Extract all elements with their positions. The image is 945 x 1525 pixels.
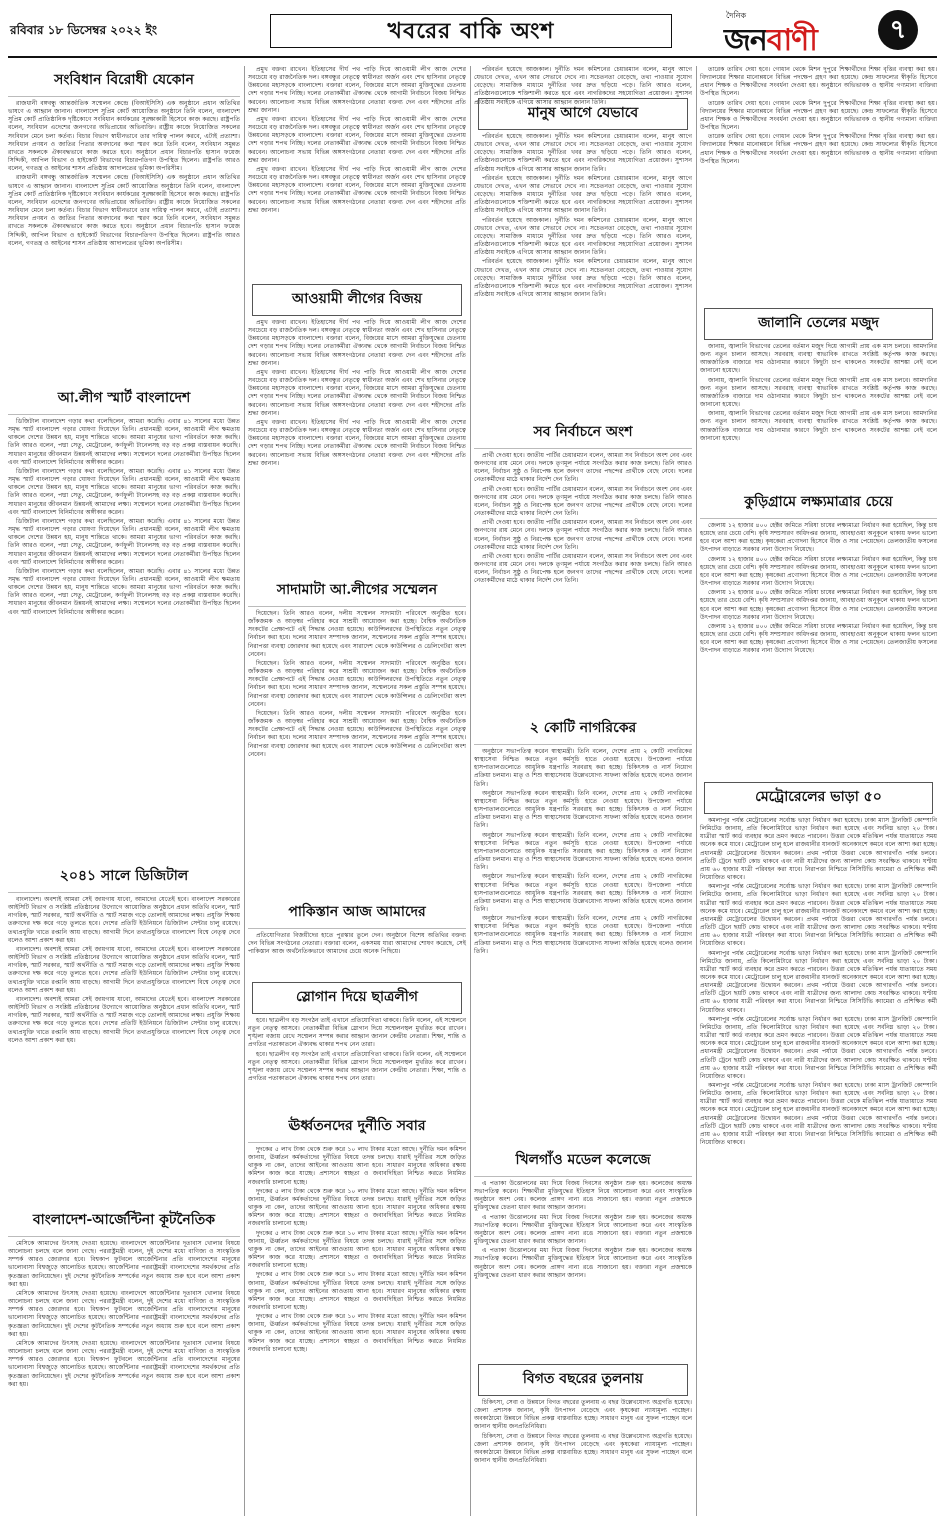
article[interactable] [700,66,937,306]
article-headline: আ.লীগ স্মার্ট বাংলাদেশ [8,384,240,415]
article-body: জেলায় ১২ হাজার ৪০০ হেক্টর জমিতে সরিষা চাষের লক্ষ্যমাত্রা নির্ধারণ করা হয়েছিল, কিন্তু চাষ হয়েছে তার চেয়ে বেশি। কৃষি সম্প্রসারণ অধিদপ্তর জানায়, আবহাওয়া অনুকূলে থাকায় ফলন ভালো হবে বলে আশা করা হচ্ছে। কৃষকেরা প্রণোদনা হিসেবে বীজ ও সার পেয়েছেন। তেলজাতীয় ফসলের উৎপাদন বাড়াতে সরকার নানা উদ্যোগ নিয়েছে। জেলায় ১২ হাজার ৪০০ হেক্টর জমিতে সরিষা চাষের লক্ষ্যমাত্রা নির্ধারণ করা হয়েছিল, কিন্তু চাষ হয়েছে তার চেয়ে বেশি। কৃষি সম্প্রসারণ অধিদপ্তর জানায়, আবহাওয়া অনুকূলে থাকায় ফলন ভালো হবে বলে আশা করা হচ্ছে। কৃষকেরা প্রণোদনা হিসেবে বীজ ও সার পেয়েছেন। তেলজাতীয় ফসলের উৎপাদন বাড়াতে সরকার নানা উদ্যোগ নিয়েছে। জেলায় ১২ হাজার ৪০০ হেক্টর জমিতে সরিষা চাষের লক্ষ্যমাত্রা নির্ধারণ করা হয়েছিল, কিন্তু চাষ হয়েছে তার চেয়ে বেশি। কৃষি সম্প্রসারণ অধিদপ্তর জানায়, আবহাওয়া অনুকূলে থাকায় ফলন ভালো হবে বলে আশা করা হচ্ছে। কৃষকেরা প্রণোদনা হিসেবে বীজ ও সার পেয়েছেন। তেলজাতীয় ফসলের উৎপাদন বাড়াতে সরকার নানা উদ্যোগ নিয়েছে। জেলায় ১২ হাজার ৪০০ হেক্টর জমিতে সরিষা চাষের লক্ষ্যমাত্রা নির্ধারণ করা হয়েছিল, কিন্তু চাষ হয়েছে তার চেয়ে বেশি। কৃষি সম্প্রসারণ অধিদপ্তর জানায়, আবহাওয়া অনুকূলে থাকায় ফলন ভালো হবে বলে আশা করা হচ্ছে। কৃষকেরা প্রণোদনা হিসেবে বীজ ও সার পেয়েছেন। তেলজাতীয় ফসলের উৎপাদন বাড়াতে সরকার নানা উদ্যোগ নিয়েছে। [700,522,937,655]
article-body: প্রতিযোগিতার বিজয়ীদের হাতে পুরস্কার তুলে দেন। অনুষ্ঠানে বিশেষ অতিথির বক্তব্য দেন বিভিন্ন সংগঠনের নেতারা। বক্তারা বলেন, একসময় যারা আমাদের শোষণ করেছে, সেই পাকিস্তান আজ অর্থনৈতিকভাবে আমাদের চেয়ে অনেক পিছিয়ে। [248,932,466,956]
article[interactable] [8,1206,240,1516]
article[interactable] [700,308,937,486]
masthead [8,8,937,58]
article-headline: সব নির্বাচনে অংশ [474,418,692,449]
article-body: কমলাপুর পর্যন্ত মেট্রোরেলের সর্বোচ্চ ভাড়া নির্ধারণ করা হয়েছে। ঢাকা ম্যাস ট্রানজিট কোম্পানি লিমিটেড জানায়, প্রতি কিলোমিটারে ভাড়া নির্ধারণ করা হয়েছে এবং সর্বনিম্ন ভাড়া ২০ টাকা। যাত্রীরা স্মার্ট কার্ড ব্যবহার করে ভ্রমণ করতে পারবেন। উত্তরা থেকে মতিঝিল পর্যন্ত যাতায়াতে সময় অনেক কমে যাবে। মেট্রোরেল চালু হলে রাজধানীর যানজট অনেকাংশে কমবে বলে আশা করা হচ্ছে। প্রধানমন্ত্রী মেট্রোরেলের উদ্বোধন করবেন। প্রথম পর্যায়ে উত্তরা থেকে আগারগাঁও পর্যন্ত চলবে। প্রতিটি ট্রেনে ছয়টি কোচ থাকবে এবং নারী যাত্রীদের জন্য আলাদা কোচ সংরক্ষিত থাকবে। ঘণ্টায় প্রায় ৬০ হাজার যাত্রী পরিবহন করা যাবে। নিরাপত্তা নিশ্চিতে সিসিটিভি ক্যামেরা ও প্রশিক্ষিত কর্মী নিয়োজিত থাকবে। কমলাপুর পর্যন্ত মেট্রোরেলের সর্বোচ্চ ভাড়া নির্ধারণ করা হয়েছে। ঢাকা ম্যাস ট্রানজিট কোম্পানি লিমিটেড জানায়, প্রতি কিলোমিটারে ভাড়া নির্ধারণ করা হয়েছে এবং সর্বনিম্ন ভাড়া ২০ টাকা। যাত্রীরা স্মার্ট কার্ড ব্যবহার করে ভ্রমণ করতে পারবেন। উত্তরা থেকে মতিঝিল পর্যন্ত যাতায়াতে সময় অনেক কমে যাবে। মেট্রোরেল চালু হলে রাজধানীর যানজট অনেকাংশে কমবে বলে আশা করা হচ্ছে। প্রধানমন্ত্রী মেট্রোরেলের উদ্বোধন করবেন। প্রথম পর্যায়ে উত্তরা থেকে আগারগাঁও পর্যন্ত চলবে। প্রতিটি ট্রেনে ছয়টি কোচ থাকবে এবং নারী যাত্রীদের জন্য আলাদা কোচ সংরক্ষিত থাকবে। ঘণ্টায় প্রায় ৬০ হাজার যাত্রী পরিবহন করা যাবে। নিরাপত্তা নিশ্চিতে সিসিটিভি ক্যামেরা ও প্রশিক্ষিত কর্মী নিয়োজিত থাকবে। কমলাপুর পর্যন্ত মেট্রোরেলের সর্বোচ্চ ভাড়া নির্ধারণ করা হয়েছে। ঢাকা ম্যাস ট্রানজিট কোম্পানি লিমিটেড জানায়, প্রতি কিলোমিটারে ভাড়া নির্ধারণ করা হয়েছে এবং সর্বনিম্ন ভাড়া ২০ টাকা। যাত্রীরা স্মার্ট কার্ড ব্যবহার করে ভ্রমণ করতে পারবেন। উত্তরা থেকে মতিঝিল পর্যন্ত যাতায়াতে সময় অনেক কমে যাবে। মেট্রোরেল চালু হলে রাজধানীর যানজট অনেকাংশে কমবে বলে আশা করা হচ্ছে। প্রধানমন্ত্রী মেট্রোরেলের উদ্বোধন করবেন। প্রথম পর্যায়ে উত্তরা থেকে আগারগাঁও পর্যন্ত চলবে। প্রতিটি ট্রেনে ছয়টি কোচ থাকবে এবং নারী যাত্রীদের জন্য আলাদা কোচ সংরক্ষিত থাকবে। ঘণ্টায় প্রায় ৬০ হাজার যাত্রী পরিবহন করা যাবে। নিরাপত্তা নিশ্চিতে সিসিটিভি ক্যামেরা ও প্রশিক্ষিত কর্মী নিয়োজিত থাকবে। কমলাপুর পর্যন্ত মেট্রোরেলের সর্বোচ্চ ভাড়া নির্ধারণ করা হয়েছে। ঢাকা ম্যাস ট্রানজিট কোম্পানি লিমিটেড জানায়, প্রতি কিলোমিটারে ভাড়া নির্ধারণ করা হয়েছে এবং সর্বনিম্ন ভাড়া ২০ টাকা। যাত্রীরা স্মার্ট কার্ড ব্যবহার করে ভ্রমণ করতে পারবেন। উত্তরা থেকে মতিঝিল পর্যন্ত যাতায়াতে সময় অনেক কমে যাবে। মেট্রোরেল চালু হলে রাজধানীর যানজট অনেকাংশে কমবে বলে আশা করা হচ্ছে। প্রধানমন্ত্রী মেট্রোরেলের উদ্বোধন করবেন। প্রথম পর্যায়ে উত্তরা থেকে আগারগাঁও পর্যন্ত চলবে। প্রতিটি ট্রেনে ছয়টি কোচ থাকবে এবং নারী যাত্রীদের জন্য আলাদা কোচ সংরক্ষিত থাকবে। ঘণ্টায় প্রায় ৬০ হাজার যাত্রী পরিবহন করা যাবে। নিরাপত্তা নিশ্চিতে সিসিটিভি ক্যামেরা ও প্রশিক্ষিত কর্মী নিয়োজিত থাকবে। কমলাপুর পর্যন্ত মেট্রোরেলের সর্বোচ্চ ভাড়া নির্ধারণ করা হয়েছে। ঢাকা ম্যাস ট্রানজিট কোম্পানি লিমিটেড জানায়, প্রতি কিলোমিটারে ভাড়া নির্ধারণ করা হয়েছে এবং সর্বনিম্ন ভাড়া ২০ টাকা। যাত্রীরা স্মার্ট কার্ড ব্যবহার করে ভ্রমণ করতে পারবেন। উত্তরা থেকে মতিঝিল পর্যন্ত যাতায়াতে সময় অনেক কমে যাবে। মেট্রোরেল চালু হলে রাজধানীর যানজট অনেকাংশে কমবে বলে আশা করা হচ্ছে। প্রধানমন্ত্রী মেট্রোরেলের উদ্বোধন করবেন। প্রথম পর্যায়ে উত্তরা থেকে আগারগাঁও পর্যন্ত চলবে। প্রতিটি ট্রেনে ছয়টি কোচ থাকবে এবং নারী যাত্রীদের জন্য আলাদা কোচ সংরক্ষিত থাকবে। ঘণ্টায় প্রায় ৬০ হাজার যাত্রী পরিবহন করা যাবে। নিরাপত্তা নিশ্চিতে সিসিটিভি ক্যামেরা ও প্রশিক্ষিত কর্মী নিয়োজিত থাকবে। [700,817,937,1147]
article-headline: কুড়িগ্রামে লক্ষ্যমাত্রার চেয়ে [700,488,937,519]
article-headline: বিগত বছরের তুলনায় [478,1364,688,1396]
article[interactable] [474,98,692,416]
column-divider [470,66,471,1516]
article-body: হবে। ছাত্রলীগ বড় সংগঠন তাই এখানে প্রতিযোগিতা থাকবে। তিনি বলেন, এই সম্মেলনে নতুন নেতৃত্ব আসবে। নেতাকর্মীরা বিভিন্ন স্লোগান দিয়ে সম্মেলনস্থল মুখরিত করে রাখেন। শৃঙ্খলা বজায় রেখে সম্মেলন সম্পন্ন করার আহ্বান জানান কেন্দ্রীয় নেতারা। শিক্ষা, শান্তি ও প্রগতির পতাকাতলে ঐক্যবদ্ধ থাকার শপথ নেন তারা। হবে। ছাত্রলীগ বড় সংগঠন তাই এখানে প্রতিযোগিতা থাকবে। তিনি বলেন, এই সম্মেলনে নতুন নেতৃত্ব আসবে। নেতাকর্মীরা বিভিন্ন স্লোগান দিয়ে সম্মেলনস্থল মুখরিত করে রাখেন। শৃঙ্খলা বজায় রেখে সম্মেলন সম্পন্ন করার আহ্বান জানান কেন্দ্রীয় নেতারা। শিক্ষা, শান্তি ও প্রগতির পতাকাতলে ঐক্যবদ্ধ থাকার শপথ নেন তারা। [248,1017,466,1083]
article-headline: ২০৪১ সালে ডিজিটাল [8,862,240,893]
logo-wordmark: জনবাণী [724,23,817,58]
article-body: বাংলাদেশ। অবশ্যই আমরা সেই জায়গায় যাবো, আমাদের যেতেই হবে। বাংলাদেশ সরকারের আইসিটি বিভাগ ও সংশ্লিষ্ট প্রতিষ্ঠানের উদ্যোগে আয়োজিত অনুষ্ঠানে প্রধান অতিথি বলেন, স্মার্ট নাগরিক, স্মার্ট সরকার, স্মার্ট অর্থনীতি ও স্মার্ট সমাজ গড়ে তোলাই আমাদের লক্ষ্য। প্রযুক্তি শিক্ষায় তরুণদের দক্ষ করে গড়ে তুলতে হবে। দেশের প্রতিটি ইউনিয়নে ডিজিটাল সেন্টার চালু রয়েছে। তথ্যপ্রযুক্তি খাতে রপ্তানি আয় বাড়ছে। আগামী দিনে তথ্যপ্রযুক্তিতে বাংলাদেশ বিশ্বে নেতৃত্ব দেবে বলেও আশা প্রকাশ করা হয়। বাংলাদেশ। অবশ্যই আমরা সেই জায়গায় যাবো, আমাদের যেতেই হবে। বাংলাদেশ সরকারের আইসিটি বিভাগ ও সংশ্লিষ্ট প্রতিষ্ঠানের উদ্যোগে আয়োজিত অনুষ্ঠানে প্রধান অতিথি বলেন, স্মার্ট নাগরিক, স্মার্ট সরকার, স্মার্ট অর্থনীতি ও স্মার্ট সমাজ গড়ে তোলাই আমাদের লক্ষ্য। প্রযুক্তি শিক্ষায় তরুণদের দক্ষ করে গড়ে তুলতে হবে। দেশের প্রতিটি ইউনিয়নে ডিজিটাল সেন্টার চালু রয়েছে। তথ্যপ্রযুক্তি খাতে রপ্তানি আয় বাড়ছে। আগামী দিনে তথ্যপ্রযুক্তিতে বাংলাদেশ বিশ্বে নেতৃত্ব দেবে বলেও আশা প্রকাশ করা হয়। বাংলাদেশ। অবশ্যই আমরা সেই জায়গায় যাবো, আমাদের যেতেই হবে। বাংলাদেশ সরকারের আইসিটি বিভাগ ও সংশ্লিষ্ট প্রতিষ্ঠানের উদ্যোগে আয়োজিত অনুষ্ঠানে প্রধান অতিথি বলেন, স্মার্ট নাগরিক, স্মার্ট সরকার, স্মার্ট অর্থনীতি ও স্মার্ট সমাজ গড়ে তোলাই আমাদের লক্ষ্য। প্রযুক্তি শিক্ষায় তরুণদের দক্ষ করে গড়ে তুলতে হবে। দেশের প্রতিটি ইউনিয়নে ডিজিটাল সেন্টার চালু রয়েছে। তথ্যপ্রযুক্তি খাতে রপ্তানি আয় বাড়ছে। আগামী দিনে তথ্যপ্রযুক্তিতে বাংলাদেশ বিশ্বে নেতৃত্ব দেবে বলেও আশা প্রকাশ করা হয়। [8,896,240,1044]
article-body: চিকিৎসা, সেবা ও উন্নয়নে বিগত বছরের তুলনায় এ বছর উল্লেখযোগ্য অগ্রগতি হয়েছে। জেলা প্রশাসক জানান, কৃষি উৎপাদন বেড়েছে এবং কৃষকেরা ন্যায্যমূল্য পাচ্ছেন। অবকাঠামো উন্নয়নে বিভিন্ন প্রকল্প বাস্তবায়িত হচ্ছে। সাধারণ মানুষ এর সুফল পাচ্ছেন বলে জানান স্থানীয় জনপ্রতিনিধিরা। চিকিৎসা, সেবা ও উন্নয়নে বিগত বছরের তুলনায় এ বছর উল্লেখযোগ্য অগ্রগতি হয়েছে। জেলা প্রশাসক জানান, কৃষি উৎপাদন বেড়েছে এবং কৃষকেরা ন্যায্যমূল্য পাচ্ছেন। অবকাঠামো উন্নয়নে বিভিন্ন প্রকল্প বাস্তবায়িত হচ্ছে। সাধারণ মানুষ এর সুফল পাচ্ছেন বলে জানান স্থানীয় জনপ্রতিনিধিরা। [474,1399,692,1465]
article-headline: সাদামাটা আ.লীগের সম্মেলন [248,576,466,607]
article-body: প্রমুখ বক্তব্য রাখেন। ইতিহাসের দীর্ঘ পথ পাড়ি দিয়ে আওয়ামী লীগ আজ দেশের সবচেয়ে বড় রাজনৈতিক দল। বঙ্গবন্ধুর নেতৃত্বে স্বাধীনতা অর্জন এবং শেখ হাসিনার নেতৃত্বে উন্নয়নের মহাসড়কে বাংলাদেশ। বক্তারা বলেন, বিজয়ের মাসে আমরা মুক্তিযুদ্ধের চেতনায় দেশ গড়ার শপথ নিচ্ছি। দলের নেতাকর্মীরা ঐক্যবদ্ধ থেকে আগামী নির্বাচনে বিজয় নিশ্চিত করবেন। আলোচনা সভায় বিভিন্ন অঙ্গসংগঠনের নেতারা বক্তব্য দেন এবং শহীদদের প্রতি শ্রদ্ধা জানান। প্রমুখ বক্তব্য রাখেন। ইতিহাসের দীর্ঘ পথ পাড়ি দিয়ে আওয়ামী লীগ আজ দেশের সবচেয়ে বড় রাজনৈতিক দল। বঙ্গবন্ধুর নেতৃত্বে স্বাধীনতা অর্জন এবং শেখ হাসিনার নেতৃত্বে উন্নয়নের মহাসড়কে বাংলাদেশ। বক্তারা বলেন, বিজয়ের মাসে আমরা মুক্তিযুদ্ধের চেতনায় দেশ গড়ার শপথ নিচ্ছি। দলের নেতাকর্মীরা ঐক্যবদ্ধ থেকে আগামী নির্বাচনে বিজয় নিশ্চিত করবেন। আলোচনা সভায় বিভিন্ন অঙ্গসংগঠনের নেতারা বক্তব্য দেন এবং শহীদদের প্রতি শ্রদ্ধা জানান। প্রমুখ বক্তব্য রাখেন। ইতিহাসের দীর্ঘ পথ পাড়ি দিয়ে আওয়ামী লীগ আজ দেশের সবচেয়ে বড় রাজনৈতিক দল। বঙ্গবন্ধুর নেতৃত্বে স্বাধীনতা অর্জন এবং শেখ হাসিনার নেতৃত্বে উন্নয়নের মহাসড়কে বাংলাদেশ। বক্তারা বলেন, বিজয়ের মাসে আমরা মুক্তিযুদ্ধের চেতনায় দেশ গড়ার শপথ নিচ্ছি। দলের নেতাকর্মীরা ঐক্যবদ্ধ থেকে আগামী নির্বাচনে বিজয় নিশ্চিত করবেন। আলোচনা সভায় বিভিন্ন অঙ্গসংগঠনের নেতারা বক্তব্য দেন এবং শহীদদের প্রতি শ্রদ্ধা জানান। [248,66,466,214]
article[interactable] [474,714,692,1144]
article[interactable] [248,898,466,980]
newspaper-logo[interactable] [720,10,870,58]
article[interactable] [474,66,692,106]
article-body: ডিজিটাল বাংলাদেশ গড়ার কথা বলেছিলেন, আমরা করেছি। এবার ৪১ সালের মধ্যে উন্নত সমৃদ্ধ স্মার্ট বাংলাদেশ গড়ার ঘোষণা দিয়েছেন তিনি। প্রধানমন্ত্রী বলেন, আওয়ামী লীগ ক্ষমতায় থাকলে দেশের উন্নয়ন হয়, মানুষ শান্তিতে থাকে। আমরা মানুষের ভাগ্য পরিবর্তনে কাজ করছি। তিনি আরও বলেন, পদ্মা সেতু, মেট্রোরেল, কর্ণফুলী টানেলসহ বড় বড় প্রকল্প বাস্তবায়ন করেছি। সাধারণ মানুষের জীবনমান উন্নয়নই আমাদের লক্ষ্য। সম্মেলনে দলের নেতাকর্মীরা উপস্থিত ছিলেন এবং স্মার্ট বাংলাদেশ বিনির্মাণের অঙ্গীকার করেন। ডিজিটাল বাংলাদেশ গড়ার কথা বলেছিলেন, আমরা করেছি। এবার ৪১ সালের মধ্যে উন্নত সমৃদ্ধ স্মার্ট বাংলাদেশ গড়ার ঘোষণা দিয়েছেন তিনি। প্রধানমন্ত্রী বলেন, আওয়ামী লীগ ক্ষমতায় থাকলে দেশের উন্নয়ন হয়, মানুষ শান্তিতে থাকে। আমরা মানুষের ভাগ্য পরিবর্তনে কাজ করছি। তিনি আরও বলেন, পদ্মা সেতু, মেট্রোরেল, কর্ণফুলী টানেলসহ বড় বড় প্রকল্প বাস্তবায়ন করেছি। সাধারণ মানুষের জীবনমান উন্নয়নই আমাদের লক্ষ্য। সম্মেলনে দলের নেতাকর্মীরা উপস্থিত ছিলেন এবং স্মার্ট বাংলাদেশ বিনির্মাণের অঙ্গীকার করেন। ডিজিটাল বাংলাদেশ গড়ার কথা বলেছিলেন, আমরা করেছি। এবার ৪১ সালের মধ্যে উন্নত সমৃদ্ধ স্মার্ট বাংলাদেশ গড়ার ঘোষণা দিয়েছেন তিনি। প্রধানমন্ত্রী বলেন, আওয়ামী লীগ ক্ষমতায় থাকলে দেশের উন্নয়ন হয়, মানুষ শান্তিতে থাকে। আমরা মানুষের ভাগ্য পরিবর্তনে কাজ করছি। তিনি আরও বলেন, পদ্মা সেতু, মেট্রোরেল, কর্ণফুলী টানেলসহ বড় বড় প্রকল্প বাস্তবায়ন করেছি। সাধারণ মানুষের জীবনমান উন্নয়নই আমাদের লক্ষ্য। সম্মেলনে দলের নেতাকর্মীরা উপস্থিত ছিলেন এবং স্মার্ট বাংলাদেশ বিনির্মাণের অঙ্গীকার করেন। ডিজিটাল বাংলাদেশ গড়ার কথা বলেছিলেন, আমরা করেছি। এবার ৪১ সালের মধ্যে উন্নত সমৃদ্ধ স্মার্ট বাংলাদেশ গড়ার ঘোষণা দিয়েছেন তিনি। প্রধানমন্ত্রী বলেন, আওয়ামী লীগ ক্ষমতায় থাকলে দেশের উন্নয়ন হয়, মানুষ শান্তিতে থাকে। আমরা মানুষের ভাগ্য পরিবর্তনে কাজ করছি। তিনি আরও বলেন, পদ্মা সেতু, মেট্রোরেল, কর্ণফুলী টানেলসহ বড় বড় প্রকল্প বাস্তবায়ন করেছি। সাধারণ মানুষের জীবনমান উন্নয়নই আমাদের লক্ষ্য। সম্মেলনে দলের নেতাকর্মীরা উপস্থিত ছিলেন এবং স্মার্ট বাংলাদেশ বিনির্মাণের অঙ্গীকার করেন। [8,418,240,616]
article[interactable] [248,1112,466,1516]
article-body: জানায়, জ্বালানি বিভাগের তেলের বর্তমান মজুদ দিয়ে আগামী প্রায় এক মাস চলবে। আমদানির জন্য নতুন চালান আসছে। সরবরাহ ব্যবস্থা স্বাভাবিক রাখতে সংশ্লিষ্ট কর্তৃপক্ষ কাজ করছে। আন্তর্জাতিক বাজারে দাম ওঠানামার কারণে কিছুটা চাপ থাকলেও সংকটের আশঙ্কা নেই বলে জানানো হয়েছে। জানায়, জ্বালানি বিভাগের তেলের বর্তমান মজুদ দিয়ে আগামী প্রায় এক মাস চলবে। আমদানির জন্য নতুন চালান আসছে। সরবরাহ ব্যবস্থা স্বাভাবিক রাখতে সংশ্লিষ্ট কর্তৃপক্ষ কাজ করছে। আন্তর্জাতিক বাজারে দাম ওঠানামার কারণে কিছুটা চাপ থাকলেও সংকটের আশঙ্কা নেই বলে জানানো হয়েছে। জানায়, জ্বালানি বিভাগের তেলের বর্তমান মজুদ দিয়ে আগামী প্রায় এক মাস চলবে। আমদানির জন্য নতুন চালান আসছে। সরবরাহ ব্যবস্থা স্বাভাবিক রাখতে সংশ্লিষ্ট কর্তৃপক্ষ কাজ করছে। আন্তর্জাতিক বাজারে দাম ওঠানামার কারণে কিছুটা চাপ থাকলেও সংকটের আশঙ্কা নেই বলে জানানো হয়েছে। [700,343,937,442]
article[interactable] [8,862,240,1204]
article-headline: সংবিধান বিরোধী যেকোন [8,66,240,97]
article-headline: স্লোগান দিয়ে ছাত্রলীগ [252,982,462,1014]
article-headline: জালানি তেলের মজুদ [704,308,933,340]
article[interactable] [248,284,466,574]
article-body: রাজধানী বঙ্গবন্ধু আন্তর্জাতিক সম্মেলন কেন্দ্রে (বিআইসিসি) এক অনুষ্ঠানে প্রধান অতিথির ভাষণে এ আহ্বান জানান। বাংলাদেশ সুপ্রিম কোর্ট আয়োজিত অনুষ্ঠানে তিনি বলেন, বাংলাদেশ সুপ্রিম কোর্ট প্রাতিষ্ঠানিক দৃষ্টিকোণে সংবিধান কার্যকরের সুরক্ষাকারী হিসেবে কাজ করছে। রাষ্ট্রপতি বলেন, সংবিধান এদেশের জনগণের অভিপ্রায়ের অভিব্যক্তি। রাষ্ট্রীয় কাজে নিয়োজিত সকলের সংবিধান মেনে চলা কর্তব্য। বিচার বিভাগ স্বাধীনভাবে তার দায়িত্ব পালন করবে, এটাই প্রত্যাশা। সংবিধান প্রণয়ন ও জাতির পিতার অবদানের কথা স্মরণ করে তিনি বলেন, সংবিধান সমুন্নত রাখতে সকলকে ঐক্যবদ্ধভাবে কাজ করতে হবে। অনুষ্ঠানে প্রধান বিচারপতি হাসান ফয়েজ সিদ্দিকী, আপিল বিভাগ ও হাইকোর্ট বিভাগের বিচারপতিগণ উপস্থিত ছিলেন। রাষ্ট্রপতি আরও বলেন, গণতন্ত্র ও আইনের শাসন প্রতিষ্ঠায় আদালতের ভূমিকা অপরিসীম। রাজধানী বঙ্গবন্ধু আন্তর্জাতিক সম্মেলন কেন্দ্রে (বিআইসিসি) এক অনুষ্ঠানে প্রধান অতিথির ভাষণে এ আহ্বান জানান। বাংলাদেশ সুপ্রিম কোর্ট আয়োজিত অনুষ্ঠানে তিনি বলেন, বাংলাদেশ সুপ্রিম কোর্ট প্রাতিষ্ঠানিক দৃষ্টিকোণে সংবিধান কার্যকরের সুরক্ষাকারী হিসেবে কাজ করছে। রাষ্ট্রপতি বলেন, সংবিধান এদেশের জনগণের অভিপ্রায়ের অভিব্যক্তি। রাষ্ট্রীয় কাজে নিয়োজিত সকলের সংবিধান মেনে চলা কর্তব্য। বিচার বিভাগ স্বাধীনভাবে তার দায়িত্ব পালন করবে, এটাই প্রত্যাশা। সংবিধান প্রণয়ন ও জাতির পিতার অবদানের কথা স্মরণ করে তিনি বলেন, সংবিধান সমুন্নত রাখতে সকলকে ঐক্যবদ্ধভাবে কাজ করতে হবে। অনুষ্ঠানে প্রধান বিচারপতি হাসান ফয়েজ সিদ্দিকী, আপিল বিভাগ ও হাইকোর্ট বিভাগের বিচারপতিগণ উপস্থিত ছিলেন। রাষ্ট্রপতি আরও বলেন, গণতন্ত্র ও আইনের শাসন প্রতিষ্ঠায় আদালতের ভূমিকা অপরিসীম। [8,100,240,247]
article-body: মেসিকে আমাদের উৎসাহ দেওয়া হয়েছে। বাংলাদেশে আর্জেন্টিনার দূতাবাস খোলার বিষয়ে আলোচনা চলছে বলে জানা গেছে। পররাষ্ট্রমন্ত্রী বলেন, দুই দেশের মধ্যে বাণিজ্য ও সাংস্কৃতিক সম্পর্ক আরও জোরদার হবে। বিশ্বকাপ ফুটবলে আর্জেন্টিনার প্রতি বাংলাদেশের মানুষের ভালোবাসা বিশ্বজুড়ে আলোচিত হয়েছে। আর্জেন্টিনার পররাষ্ট্রমন্ত্রী বাংলাদেশের সমর্থকদের প্রতি কৃতজ্ঞতা জানিয়েছেন। দুই দেশের কূটনৈতিক সম্পর্কের নতুন অধ্যায় শুরু হবে বলে আশা প্রকাশ করা হয়। মেসিকে আমাদের উৎসাহ দেওয়া হয়েছে। বাংলাদেশে আর্জেন্টিনার দূতাবাস খোলার বিষয়ে আলোচনা চলছে বলে জানা গেছে। পররাষ্ট্রমন্ত্রী বলেন, দুই দেশের মধ্যে বাণিজ্য ও সাংস্কৃতিক সম্পর্ক আরও জোরদার হবে। বিশ্বকাপ ফুটবলে আর্জেন্টিনার প্রতি বাংলাদেশের মানুষের ভালোবাসা বিশ্বজুড়ে আলোচিত হয়েছে। আর্জেন্টিনার পররাষ্ট্রমন্ত্রী বাংলাদেশের সমর্থকদের প্রতি কৃতজ্ঞতা জানিয়েছেন। দুই দেশের কূটনৈতিক সম্পর্কের নতুন অধ্যায় শুরু হবে বলে আশা প্রকাশ করা হয়। মেসিকে আমাদের উৎসাহ দেওয়া হয়েছে। বাংলাদেশে আর্জেন্টিনার দূতাবাস খোলার বিষয়ে আলোচনা চলছে বলে জানা গেছে। পররাষ্ট্রমন্ত্রী বলেন, দুই দেশের মধ্যে বাণিজ্য ও সাংস্কৃতিক সম্পর্ক আরও জোরদার হবে। বিশ্বকাপ ফুটবলে আর্জেন্টিনার প্রতি বাংলাদেশের মানুষের ভালোবাসা বিশ্বজুড়ে আলোচিত হয়েছে। আর্জেন্টিনার পররাষ্ট্রমন্ত্রী বাংলাদেশের সমর্থকদের প্রতি কৃতজ্ঞতা জানিয়েছেন। দুই দেশের কূটনৈতিক সম্পর্কের নতুন অধ্যায় শুরু হবে বলে আশা প্রকাশ করা হয়। [8,1240,240,1388]
column-divider [244,66,245,1516]
article[interactable] [248,576,466,896]
article[interactable] [474,1146,692,1362]
newspaper-page [8,8,937,1517]
article-body: দুদকের ৫ লাখ টাকা থেকে শুরু করে ১০ লাখ টাকার মতো আছে। দুর্নীতি দমন কমিশন জানায়, ঊর্ধ্বতন কর্মকর্তাদের দুর্নীতির বিষয়ে তদন্ত চলছে। যারাই দুর্নীতির সঙ্গে জড়িত থাকুক না কেন, তাদের আইনের আওতায় আনা হবে। সাধারণ মানুষের অধিকার রক্ষায় কমিশন কাজ করে যাচ্ছে। প্রশাসনে স্বচ্ছতা ও জবাবদিহিতা নিশ্চিত করতে নিয়মিত নজরদারি চালানো হচ্ছে। দুদকের ৫ লাখ টাকা থেকে শুরু করে ১০ লাখ টাকার মতো আছে। দুর্নীতি দমন কমিশন জানায়, ঊর্ধ্বতন কর্মকর্তাদের দুর্নীতির বিষয়ে তদন্ত চলছে। যারাই দুর্নীতির সঙ্গে জড়িত থাকুক না কেন, তাদের আইনের আওতায় আনা হবে। সাধারণ মানুষের অধিকার রক্ষায় কমিশন কাজ করে যাচ্ছে। প্রশাসনে স্বচ্ছতা ও জবাবদিহিতা নিশ্চিত করতে নিয়মিত নজরদারি চালানো হচ্ছে। দুদকের ৫ লাখ টাকা থেকে শুরু করে ১০ লাখ টাকার মতো আছে। দুর্নীতি দমন কমিশন জানায়, ঊর্ধ্বতন কর্মকর্তাদের দুর্নীতির বিষয়ে তদন্ত চলছে। যারাই দুর্নীতির সঙ্গে জড়িত থাকুক না কেন, তাদের আইনের আওতায় আনা হবে। সাধারণ মানুষের অধিকার রক্ষায় কমিশন কাজ করে যাচ্ছে। প্রশাসনে স্বচ্ছতা ও জবাবদিহিতা নিশ্চিত করতে নিয়মিত নজরদারি চালানো হচ্ছে। দুদকের ৫ লাখ টাকা থেকে শুরু করে ১০ লাখ টাকার মতো আছে। দুর্নীতি দমন কমিশন জানায়, ঊর্ধ্বতন কর্মকর্তাদের দুর্নীতির বিষয়ে তদন্ত চলছে। যারাই দুর্নীতির সঙ্গে জড়িত থাকুক না কেন, তাদের আইনের আওতায় আনা হবে। সাধারণ মানুষের অধিকার রক্ষায় কমিশন কাজ করে যাচ্ছে। প্রশাসনে স্বচ্ছতা ও জবাবদিহিতা নিশ্চিত করতে নিয়মিত নজরদারি চালানো হচ্ছে। দুদকের ৫ লাখ টাকা থেকে শুরু করে ১০ লাখ টাকার মতো আছে। দুর্নীতি দমন কমিশন জানায়, ঊর্ধ্বতন কর্মকর্তাদের দুর্নীতির বিষয়ে তদন্ত চলছে। যারাই দুর্নীতির সঙ্গে জড়িত থাকুক না কেন, তাদের আইনের আওতায় আনা হবে। সাধারণ মানুষের অধিকার রক্ষায় কমিশন কাজ করে যাচ্ছে। প্রশাসনে স্বচ্ছতা ও জবাবদিহিতা নিশ্চিত করতে নিয়মিত নজরদারি চালানো হচ্ছে। [248,1146,466,1353]
section-title: খবরের বাকি অংশ [270,14,672,48]
article[interactable] [474,418,692,712]
article-headline: ২ কোটি নাগরিকের [474,714,692,745]
article[interactable] [474,1364,692,1516]
article-body: দিয়েছেন। তিনি আরও বলেন, দলীয় সম্মেলন সাদামাটা পরিবেশে অনুষ্ঠিত হবে। জাঁকজমক ও আড়ম্বর পরিহার করে সাশ্রয়ী আয়োজন করা হচ্ছে। বৈশ্বিক অর্থনৈতিক সংকটের প্রেক্ষাপটে এই সিদ্ধান্ত নেওয়া হয়েছে। কাউন্সিলরদের উপস্থিতিতে নতুন নেতৃত্ব নির্বাচন করা হবে। দলের সাধারণ সম্পাদক জানান, সম্মেলনের সকল প্রস্তুতি সম্পন্ন হয়েছে। নিরাপত্তা ব্যবস্থা জোরদার করা হয়েছে এবং সারাদেশ থেকে কাউন্সিলর ও ডেলিগেটরা অংশ নেবেন। দিয়েছেন। তিনি আরও বলেন, দলীয় সম্মেলন সাদামাটা পরিবেশে অনুষ্ঠিত হবে। জাঁকজমক ও আড়ম্বর পরিহার করে সাশ্রয়ী আয়োজন করা হচ্ছে। বৈশ্বিক অর্থনৈতিক সংকটের প্রেক্ষাপটে এই সিদ্ধান্ত নেওয়া হয়েছে। কাউন্সিলরদের উপস্থিতিতে নতুন নেতৃত্ব নির্বাচন করা হবে। দলের সাধারণ সম্পাদক জানান, সম্মেলনের সকল প্রস্তুতি সম্পন্ন হয়েছে। নিরাপত্তা ব্যবস্থা জোরদার করা হয়েছে এবং সারাদেশ থেকে কাউন্সিলর ও ডেলিগেটরা অংশ নেবেন। দিয়েছেন। তিনি আরও বলেন, দলীয় সম্মেলন সাদামাটা পরিবেশে অনুষ্ঠিত হবে। জাঁকজমক ও আড়ম্বর পরিহার করে সাশ্রয়ী আয়োজন করা হচ্ছে। বৈশ্বিক অর্থনৈতিক সংকটের প্রেক্ষাপটে এই সিদ্ধান্ত নেওয়া হয়েছে। কাউন্সিলরদের উপস্থিতিতে নতুন নেতৃত্ব নির্বাচন করা হবে। দলের সাধারণ সম্পাদক জানান, সম্মেলনের সকল প্রস্তুতি সম্পন্ন হয়েছে। নিরাপত্তা ব্যবস্থা জোরদার করা হয়েছে এবং সারাদেশ থেকে কাউন্সিলর ও ডেলিগেটরা অংশ নেবেন। [248,610,466,758]
article-body: প্রার্থী দেওয়া হবে। জাতীয় পার্টির চেয়ারম্যান বলেন, আমরা সব নির্বাচনে অংশ নেব এবং জনগণের রায় মেনে নেব। দলকে তৃণমূল পর্যায়ে সংগঠিত করার কাজ চলছে। তিনি আরও বলেন, নির্বাচন সুষ্ঠু ও নিরপেক্ষ হলে জনগণ তাদের পছন্দের প্রার্থীকে বেছে নেবে। দলের নেতাকর্মীদের মাঠে থাকার নির্দেশ দেন তিনি। প্রার্থী দেওয়া হবে। জাতীয় পার্টির চেয়ারম্যান বলেন, আমরা সব নির্বাচনে অংশ নেব এবং জনগণের রায় মেনে নেব। দলকে তৃণমূল পর্যায়ে সংগঠিত করার কাজ চলছে। তিনি আরও বলেন, নির্বাচন সুষ্ঠু ও নিরপেক্ষ হলে জনগণ তাদের পছন্দের প্রার্থীকে বেছে নেবে। দলের নেতাকর্মীদের মাঠে থাকার নির্দেশ দেন তিনি। প্রার্থী দেওয়া হবে। জাতীয় পার্টির চেয়ারম্যান বলেন, আমরা সব নির্বাচনে অংশ নেব এবং জনগণের রায় মেনে নেব। দলকে তৃণমূল পর্যায়ে সংগঠিত করার কাজ চলছে। তিনি আরও বলেন, নির্বাচন সুষ্ঠু ও নিরপেক্ষ হলে জনগণ তাদের পছন্দের প্রার্থীকে বেছে নেবে। দলের নেতাকর্মীদের মাঠে থাকার নির্দেশ দেন তিনি। প্রার্থী দেওয়া হবে। জাতীয় পার্টির চেয়ারম্যান বলেন, আমরা সব নির্বাচনে অংশ নেব এবং জনগণের রায় মেনে নেব। দলকে তৃণমূল পর্যায়ে সংগঠিত করার কাজ চলছে। তিনি আরও বলেন, নির্বাচন সুষ্ঠু ও নিরপেক্ষ হলে জনগণ তাদের পছন্দের প্রার্থীকে বেছে নেবে। দলের নেতাকর্মীদের মাঠে থাকার নির্দেশ দেন তিনি। [474,452,692,585]
article-headline: পাকিস্তান আজ আমাদের [248,898,466,929]
article-headline: মেট্রোরেলের ভাড়া ৫০ [704,782,933,814]
article[interactable] [700,782,937,1516]
article-body: অনুষ্ঠানে সভাপতিত্ব করেন স্বাস্থ্যমন্ত্রী। তিনি বলেন, দেশের প্রায় ২ কোটি নাগরিকের স্বাস্থ্যসেবা নিশ্চিত করতে নতুন কর্মসূচি হাতে নেওয়া হয়েছে। উপজেলা পর্যায়ে হাসপাতালগুলোতে আধুনিক যন্ত্রপাতি সরবরাহ করা হচ্ছে। চিকিৎসক ও নার্স নিয়োগ প্রক্রিয়া চলমান। মাতৃ ও শিশু স্বাস্থ্যসেবায় উল্লেখযোগ্য সাফল্য অর্জিত হয়েছে বলেও জানান তিনি। অনুষ্ঠানে সভাপতিত্ব করেন স্বাস্থ্যমন্ত্রী। তিনি বলেন, দেশের প্রায় ২ কোটি নাগরিকের স্বাস্থ্যসেবা নিশ্চিত করতে নতুন কর্মসূচি হাতে নেওয়া হয়েছে। উপজেলা পর্যায়ে হাসপাতালগুলোতে আধুনিক যন্ত্রপাতি সরবরাহ করা হচ্ছে। চিকিৎসক ও নার্স নিয়োগ প্রক্রিয়া চলমান। মাতৃ ও শিশু স্বাস্থ্যসেবায় উল্লেখযোগ্য সাফল্য অর্জিত হয়েছে বলেও জানান তিনি। অনুষ্ঠানে সভাপতিত্ব করেন স্বাস্থ্যমন্ত্রী। তিনি বলেন, দেশের প্রায় ২ কোটি নাগরিকের স্বাস্থ্যসেবা নিশ্চিত করতে নতুন কর্মসূচি হাতে নেওয়া হয়েছে। উপজেলা পর্যায়ে হাসপাতালগুলোতে আধুনিক যন্ত্রপাতি সরবরাহ করা হচ্ছে। চিকিৎসক ও নার্স নিয়োগ প্রক্রিয়া চলমান। মাতৃ ও শিশু স্বাস্থ্যসেবায় উল্লেখযোগ্য সাফল্য অর্জিত হয়েছে বলেও জানান তিনি। অনুষ্ঠানে সভাপতিত্ব করেন স্বাস্থ্যমন্ত্রী। তিনি বলেন, দেশের প্রায় ২ কোটি নাগরিকের স্বাস্থ্যসেবা নিশ্চিত করতে নতুন কর্মসূচি হাতে নেওয়া হয়েছে। উপজেলা পর্যায়ে হাসপাতালগুলোতে আধুনিক যন্ত্রপাতি সরবরাহ করা হচ্ছে। চিকিৎসক ও নার্স নিয়োগ প্রক্রিয়া চলমান। মাতৃ ও শিশু স্বাস্থ্যসেবায় উল্লেখযোগ্য সাফল্য অর্জিত হয়েছে বলেও জানান তিনি। অনুষ্ঠানে সভাপতিত্ব করেন স্বাস্থ্যমন্ত্রী। তিনি বলেন, দেশের প্রায় ২ কোটি নাগরিকের স্বাস্থ্যসেবা নিশ্চিত করতে নতুন কর্মসূচি হাতে নেওয়া হয়েছে। উপজেলা পর্যায়ে হাসপাতালগুলোতে আধুনিক যন্ত্রপাতি সরবরাহ করা হচ্ছে। চিকিৎসক ও নার্স নিয়োগ প্রক্রিয়া চলমান। মাতৃ ও শিশু স্বাস্থ্যসেবায় উল্লেখযোগ্য সাফল্য অর্জিত হয়েছে বলেও জানান তিনি। [474,748,692,955]
article-body: এ পতাকা উত্তোলনের মধ্য দিয়ে বিজয় দিবসের অনুষ্ঠান শুরু হয়। কলেজের অধ্যক্ষ সভাপতিত্ব করেন। শিক্ষার্থীরা মুক্তিযুদ্ধের ইতিহাস নিয়ে আলোচনা করে এবং সাংস্কৃতিক অনুষ্ঠানে অংশ নেয়। কলেজ প্রাঙ্গণ নানা রঙে সাজানো হয়। বক্তারা নতুন প্রজন্মকে মুক্তিযুদ্ধের চেতনা ধারণ করার আহ্বান জানান। এ পতাকা উত্তোলনের মধ্য দিয়ে বিজয় দিবসের অনুষ্ঠান শুরু হয়। কলেজের অধ্যক্ষ সভাপতিত্ব করেন। শিক্ষার্থীরা মুক্তিযুদ্ধের ইতিহাস নিয়ে আলোচনা করে এবং সাংস্কৃতিক অনুষ্ঠানে অংশ নেয়। কলেজ প্রাঙ্গণ নানা রঙে সাজানো হয়। বক্তারা নতুন প্রজন্মকে মুক্তিযুদ্ধের চেতনা ধারণ করার আহ্বান জানান। এ পতাকা উত্তোলনের মধ্য দিয়ে বিজয় দিবসের অনুষ্ঠান শুরু হয়। কলেজের অধ্যক্ষ সভাপতিত্ব করেন। শিক্ষার্থীরা মুক্তিযুদ্ধের ইতিহাস নিয়ে আলোচনা করে এবং সাংস্কৃতিক অনুষ্ঠানে অংশ নেয়। কলেজ প্রাঙ্গণ নানা রঙে সাজানো হয়। বক্তারা নতুন প্রজন্মকে মুক্তিযুদ্ধের চেতনা ধারণ করার আহ্বান জানান। [474,1180,692,1279]
page-number-badge: ৭ [878,10,918,50]
article[interactable] [8,66,240,382]
article[interactable] [248,982,466,1110]
article[interactable] [8,384,240,860]
article-headline: বাংলাদেশ-আর্জেন্টিনা কূটনৈতিক [8,1206,240,1237]
article-headline: মানুষ আগে যেভাবে [478,98,688,130]
article-headline: খিলগাঁও মডেল কলেজে [474,1146,692,1177]
article[interactable] [700,488,937,780]
column-divider [696,66,697,1516]
issue-date: রবিবার ১৮ ডিসেম্বর ২০২২ ইং [10,23,158,37]
article[interactable] [248,66,466,282]
article-body: তারেক তারিখ দেয়া হবে। গোধান থেকে মিশন দুপুরে শিক্ষার্থীদের শিক্ষা বৃত্তির ব্যবস্থা করা হয়। বিদ্যালয়ের শিক্ষার মানোন্নয়নে বিভিন্ন পদক্ষেপ গ্রহণ করা হয়েছে। কেন্দ্র সাফল্যের স্বীকৃতি হিসেবে প্রধান শিক্ষক ও শিক্ষার্থীদের সংবর্ধনা দেওয়া হয়। অনুষ্ঠানে অভিভাবক ও স্থানীয় গণ্যমান্য ব্যক্তিরা উপস্থিত ছিলেন। তারেক তারিখ দেয়া হবে। গোধান থেকে মিশন দুপুরে শিক্ষার্থীদের শিক্ষা বৃত্তির ব্যবস্থা করা হয়। বিদ্যালয়ের শিক্ষার মানোন্নয়নে বিভিন্ন পদক্ষেপ গ্রহণ করা হয়েছে। কেন্দ্র সাফল্যের স্বীকৃতি হিসেবে প্রধান শিক্ষক ও শিক্ষার্থীদের সংবর্ধনা দেওয়া হয়। অনুষ্ঠানে অভিভাবক ও স্থানীয় গণ্যমান্য ব্যক্তিরা উপস্থিত ছিলেন। তারেক তারিখ দেয়া হবে। গোধান থেকে মিশন দুপুরে শিক্ষার্থীদের শিক্ষা বৃত্তির ব্যবস্থা করা হয়। বিদ্যালয়ের শিক্ষার মানোন্নয়নে বিভিন্ন পদক্ষেপ গ্রহণ করা হয়েছে। কেন্দ্র সাফল্যের স্বীকৃতি হিসেবে প্রধান শিক্ষক ও শিক্ষার্থীদের সংবর্ধনা দেওয়া হয়। অনুষ্ঠানে অভিভাবক ও স্থানীয় গণ্যমান্য ব্যক্তিরা উপস্থিত ছিলেন। [700,66,937,165]
article-headline: আওয়ামী লীগের বিজয় [252,284,462,316]
logo-tagline: দৈনিক [726,11,747,20]
article-headline: ঊর্ধ্বতনদের দুর্নীতি সবার [248,1112,466,1143]
article-body: পরিবর্তন হয়েছে আজকাল। দুর্নীতি দমন কমিশনের চেয়ারম্যান বলেন, মানুষ আগে যেভাবে দেখত, এখন আর সেভাবে দেখে না। সচেতনতা বেড়েছে, তথ্য পাওয়ার সুযোগ বেড়েছে। সামাজিক মাধ্যমে দুর্নীতির খবর দ্রুত ছড়িয়ে পড়ে। তিনি আরও বলেন, প্রতিষ্ঠানগুলোকে শক্তিশালী করতে হবে এবং নাগরিকদের সহযোগিতা প্রয়োজন। সুশাসন প্রতিষ্ঠায় সবাইকে এগিয়ে আসার আহ্বান জানান তিনি। [474,66,692,106]
article-body: প্রমুখ বক্তব্য রাখেন। ইতিহাসের দীর্ঘ পথ পাড়ি দিয়ে আওয়ামী লীগ আজ দেশের সবচেয়ে বড় রাজনৈতিক দল। বঙ্গবন্ধুর নেতৃত্বে স্বাধীনতা অর্জন এবং শেখ হাসিনার নেতৃত্বে উন্নয়নের মহাসড়কে বাংলাদেশ। বক্তারা বলেন, বিজয়ের মাসে আমরা মুক্তিযুদ্ধের চেতনায় দেশ গড়ার শপথ নিচ্ছি। দলের নেতাকর্মীরা ঐক্যবদ্ধ থেকে আগামী নির্বাচনে বিজয় নিশ্চিত করবেন। আলোচনা সভায় বিভিন্ন অঙ্গসংগঠনের নেতারা বক্তব্য দেন এবং শহীদদের প্রতি শ্রদ্ধা জানান। প্রমুখ বক্তব্য রাখেন। ইতিহাসের দীর্ঘ পথ পাড়ি দিয়ে আওয়ামী লীগ আজ দেশের সবচেয়ে বড় রাজনৈতিক দল। বঙ্গবন্ধুর নেতৃত্বে স্বাধীনতা অর্জন এবং শেখ হাসিনার নেতৃত্বে উন্নয়নের মহাসড়কে বাংলাদেশ। বক্তারা বলেন, বিজয়ের মাসে আমরা মুক্তিযুদ্ধের চেতনায় দেশ গড়ার শপথ নিচ্ছি। দলের নেতাকর্মীরা ঐক্যবদ্ধ থেকে আগামী নির্বাচনে বিজয় নিশ্চিত করবেন। আলোচনা সভায় বিভিন্ন অঙ্গসংগঠনের নেতারা বক্তব্য দেন এবং শহীদদের প্রতি শ্রদ্ধা জানান। প্রমুখ বক্তব্য রাখেন। ইতিহাসের দীর্ঘ পথ পাড়ি দিয়ে আওয়ামী লীগ আজ দেশের সবচেয়ে বড় রাজনৈতিক দল। বঙ্গবন্ধুর নেতৃত্বে স্বাধীনতা অর্জন এবং শেখ হাসিনার নেতৃত্বে উন্নয়নের মহাসড়কে বাংলাদেশ। বক্তারা বলেন, বিজয়ের মাসে আমরা মুক্তিযুদ্ধের চেতনায় দেশ গড়ার শপথ নিচ্ছি। দলের নেতাকর্মীরা ঐক্যবদ্ধ থেকে আগামী নির্বাচনে বিজয় নিশ্চিত করবেন। আলোচনা সভায় বিভিন্ন অঙ্গসংগঠনের নেতারা বক্তব্য দেন এবং শহীদদের প্রতি শ্রদ্ধা জানান। [248,319,466,467]
article-body: পরিবর্তন হয়েছে আজকাল। দুর্নীতি দমন কমিশনের চেয়ারম্যান বলেন, মানুষ আগে যেভাবে দেখত, এখন আর সেভাবে দেখে না। সচেতনতা বেড়েছে, তথ্য পাওয়ার সুযোগ বেড়েছে। সামাজিক মাধ্যমে দুর্নীতির খবর দ্রুত ছড়িয়ে পড়ে। তিনি আরও বলেন, প্রতিষ্ঠানগুলোকে শক্তিশালী করতে হবে এবং নাগরিকদের সহযোগিতা প্রয়োজন। সুশাসন প্রতিষ্ঠায় সবাইকে এগিয়ে আসার আহ্বান জানান তিনি। পরিবর্তন হয়েছে আজকাল। দুর্নীতি দমন কমিশনের চেয়ারম্যান বলেন, মানুষ আগে যেভাবে দেখত, এখন আর সেভাবে দেখে না। সচেতনতা বেড়েছে, তথ্য পাওয়ার সুযোগ বেড়েছে। সামাজিক মাধ্যমে দুর্নীতির খবর দ্রুত ছড়িয়ে পড়ে। তিনি আরও বলেন, প্রতিষ্ঠানগুলোকে শক্তিশালী করতে হবে এবং নাগরিকদের সহযোগিতা প্রয়োজন। সুশাসন প্রতিষ্ঠায় সবাইকে এগিয়ে আসার আহ্বান জানান তিনি। পরিবর্তন হয়েছে আজকাল। দুর্নীতি দমন কমিশনের চেয়ারম্যান বলেন, মানুষ আগে যেভাবে দেখত, এখন আর সেভাবে দেখে না। সচেতনতা বেড়েছে, তথ্য পাওয়ার সুযোগ বেড়েছে। সামাজিক মাধ্যমে দুর্নীতির খবর দ্রুত ছড়িয়ে পড়ে। তিনি আরও বলেন, প্রতিষ্ঠানগুলোকে শক্তিশালী করতে হবে এবং নাগরিকদের সহযোগিতা প্রয়োজন। সুশাসন প্রতিষ্ঠায় সবাইকে এগিয়ে আসার আহ্বান জানান তিনি। পরিবর্তন হয়েছে আজকাল। দুর্নীতি দমন কমিশনের চেয়ারম্যান বলেন, মানুষ আগে যেভাবে দেখত, এখন আর সেভাবে দেখে না। সচেতনতা বেড়েছে, তথ্য পাওয়ার সুযোগ বেড়েছে। সামাজিক মাধ্যমে দুর্নীতির খবর দ্রুত ছড়িয়ে পড়ে। তিনি আরও বলেন, প্রতিষ্ঠানগুলোকে শক্তিশালী করতে হবে এবং নাগরিকদের সহযোগিতা প্রয়োজন। সুশাসন প্রতিষ্ঠায় সবাইকে এগিয়ে আসার আহ্বান জানান তিনি। [474,133,692,298]
